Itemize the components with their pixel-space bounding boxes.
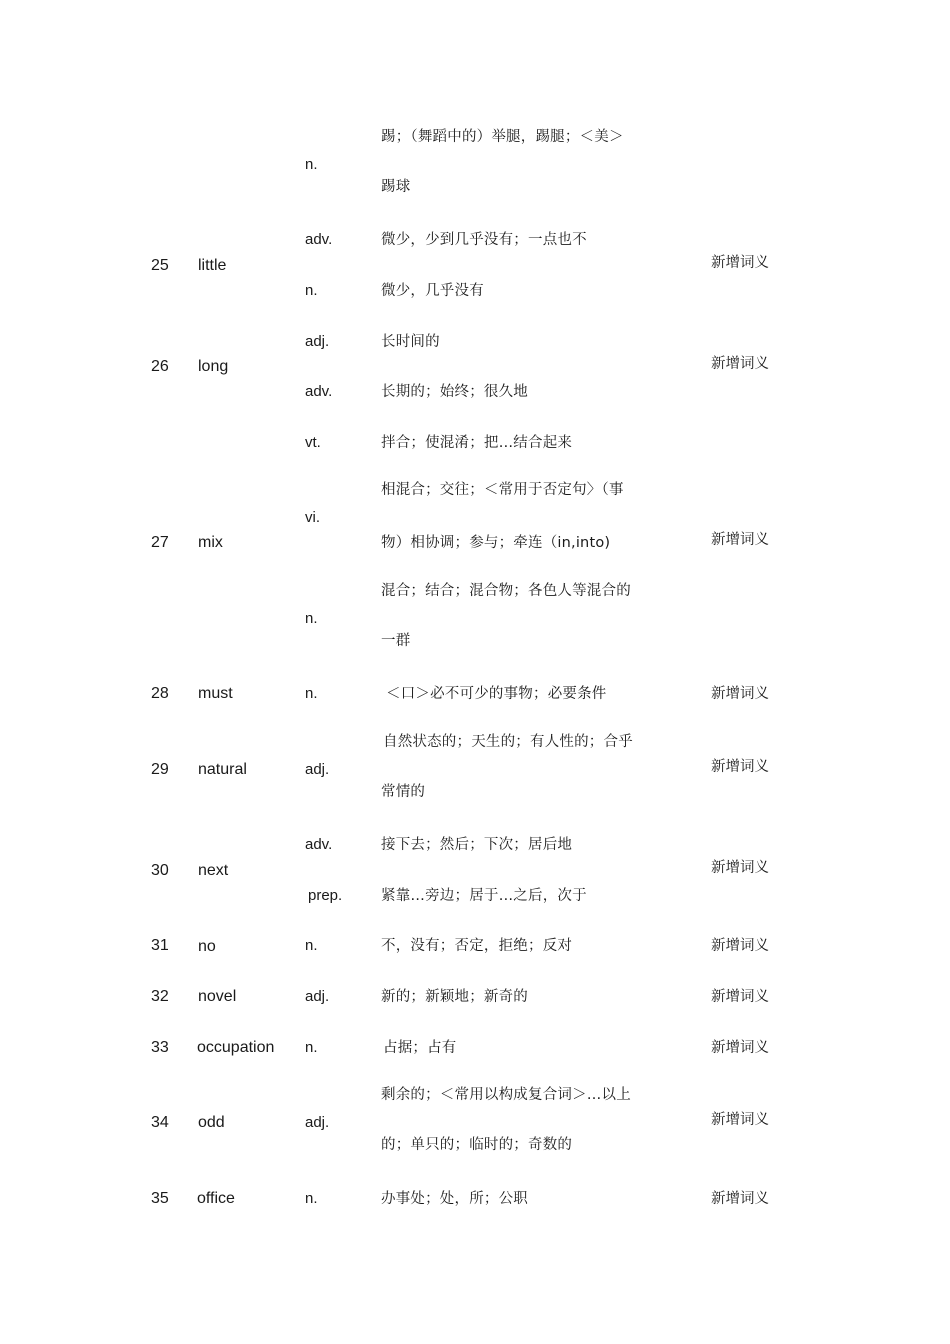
part-of-speech: adj. (305, 761, 330, 778)
word: natural (198, 761, 247, 778)
part-of-speech: adv. (305, 231, 333, 248)
note: 新增词义 (711, 860, 769, 876)
note: 新增词义 (711, 759, 769, 775)
part-of-speech: n. (305, 610, 318, 627)
definition-line: 紧靠…旁边；居于…之后，次于 (381, 888, 587, 904)
definition-line: 的；单只的；临时的；奇数的 (381, 1137, 573, 1153)
note: 新增词义 (711, 1112, 769, 1128)
word: must (198, 685, 233, 702)
definition-line: 微少，少到几乎没有；一点也不 (381, 232, 587, 248)
definition-line: 物）相协调；参与；牵连（in,into) (381, 535, 611, 551)
part-of-speech: n. (305, 1190, 318, 1207)
word: occupation (197, 1039, 275, 1056)
word: mix (198, 534, 223, 551)
part-of-speech: adj. (305, 988, 330, 1005)
definition-line: 占据；占有 (383, 1040, 457, 1056)
definition-line: 微少，几乎没有 (381, 283, 484, 299)
part-of-speech: n. (305, 282, 318, 299)
note: 新增词义 (711, 1040, 769, 1056)
part-of-speech: adv. (305, 836, 333, 853)
definition-line: 接下去；然后；下次；居后地 (381, 837, 573, 853)
word: no (198, 938, 216, 955)
definition-line: 办事处；处，所；公职 (381, 1191, 528, 1207)
part-of-speech: adv. (305, 383, 333, 400)
row-number: 29 (151, 761, 169, 778)
definition-line: 剩余的；＜常用以构成复合词＞…以上 (381, 1087, 631, 1103)
part-of-speech: n. (305, 685, 318, 702)
definition-line: 相混合；交往；＜常用于否定句〉（事 (381, 482, 624, 498)
row-number: 28 (151, 685, 169, 702)
word: office (197, 1190, 235, 1207)
definition-line: 常情的 (381, 784, 426, 800)
part-of-speech: n. (305, 937, 318, 954)
definition-line: 新的；新颖地；新奇的 (381, 989, 528, 1005)
row-number: 27 (151, 534, 169, 551)
part-of-speech: adj. (305, 1114, 330, 1131)
definition-line: 一群 (381, 633, 411, 649)
word: long (198, 358, 229, 375)
row-number: 33 (151, 1039, 169, 1056)
definition-line: 踢球 (381, 179, 411, 195)
definition-line: 混合；结合；混合物；各色人等混合的 (381, 583, 631, 599)
row-number: 25 (151, 257, 169, 274)
word: odd (198, 1114, 225, 1131)
part-of-speech: vi. (305, 509, 320, 526)
row-number: 30 (151, 862, 169, 879)
word: novel (198, 988, 237, 1005)
part-of-speech: vt. (305, 434, 321, 451)
definition-line: ＜口＞必不可少的事物；必要条件 (386, 686, 607, 702)
note: 新增词义 (711, 686, 769, 702)
definition-line: 自然状态的；天生的；有人性的；合乎 (383, 734, 633, 750)
word: next (198, 862, 229, 879)
row-number: 26 (151, 358, 169, 375)
row-number: 31 (151, 937, 169, 954)
definition-line: 拌合；使混淆；把…结合起来 (381, 435, 573, 451)
row-number: 32 (151, 988, 169, 1005)
note: 新增词义 (711, 255, 769, 271)
part-of-speech: prep. (308, 887, 343, 904)
note: 新增词义 (711, 356, 769, 372)
note: 新增词义 (711, 938, 769, 954)
part-of-speech: adj. (305, 333, 330, 350)
note: 新增词义 (711, 989, 769, 1005)
part-of-speech: n. (305, 156, 318, 173)
word: little (198, 257, 227, 274)
row-number: 34 (151, 1114, 169, 1131)
definition-line: 长时间的 (381, 334, 440, 350)
row-number: 35 (151, 1190, 169, 1207)
definition-line: 不，没有；否定，拒绝；反对 (381, 938, 573, 954)
part-of-speech: n. (305, 1039, 318, 1056)
note: 新增词义 (711, 532, 769, 548)
definition-line: 长期的；始终；很久地 (381, 384, 528, 400)
note: 新增词义 (711, 1191, 769, 1207)
definition-line: 踢；（舞蹈中的）举腿，踢腿；＜美＞ (381, 129, 624, 145)
